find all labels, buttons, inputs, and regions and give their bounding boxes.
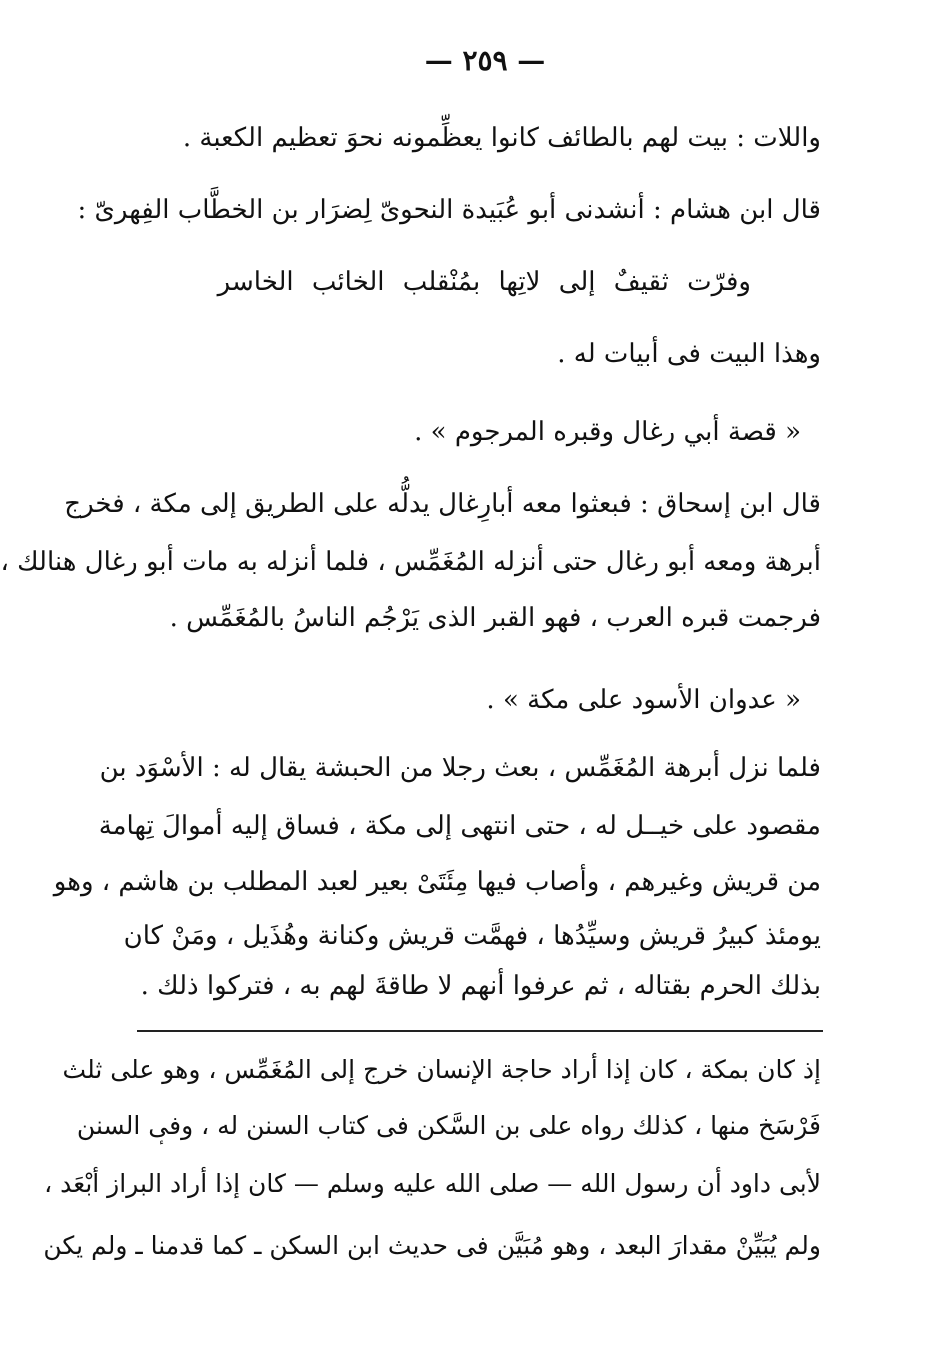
body-line-6: قال ابن إسحاق : فبعثوا معه أبارِغال يدلُّه على الطريق إلى مكة ، فخرج	[64, 489, 821, 519]
section-heading-aswad: « عدوان الأسود على مكة » .	[486, 685, 801, 715]
body-line-7: أبرهة ومعه أبو رغال حتى أنزله المُغَمِّس ، فلما أنزله به مات أبو رغال هنالك ،	[0, 547, 821, 577]
footnote-line-3: لأبى داود أن رسول الله — صلى الله عليه وسلم — كان إذا أراد البراز أبْعَد ،	[44, 1169, 821, 1198]
body-line-8: فرجمت قبره العرب ، فهو القبر الذى يَرْجُم الناسُ بالمُغَمِّس .	[169, 603, 821, 633]
body-line-13: يومئذ كبيرُ قريش وسيِّدُها ، فهمَّت قريش وكنانة وهُذَيل ، ومَنْ كان	[123, 921, 821, 951]
poem-verse: وفرّت ثقيفٌ إلى لاتِها بمُنْقلب الخائب الخاسر	[217, 267, 751, 297]
body-line-11: مقصود على خيــل له ، حتى انتهى إلى مكة ، فساق إليه أموالَ تِهامة	[98, 811, 821, 841]
footnote-line-2: فَرْسَخ منها ، كذلك رواه على بن السَّكن فى كتاب السنن له ، وفى السنن	[76, 1111, 821, 1140]
body-line-12: من قريش وغيرهم ، وأصاب فيها مِئَتَىْ بعير لعبد المطلب بن هاشم ، وهو	[53, 867, 821, 897]
body-line-4: وهذا البيت فى أبيات له .	[557, 339, 821, 369]
body-line-10: فلما نزل أبرهة المُغَمِّس ، بعث رجلا من الحبشة يقال له : الأسْوَد بن	[99, 753, 821, 783]
footnote-line-1: إذ كان بمكة ، كان إذا أراد حاجة الإنسان خرج إلى المُغَمِّس ، وهو على ثلث	[62, 1055, 821, 1084]
margin-speck: ٴ	[159, 1140, 165, 1161]
body-line-14: بذلك الحرم بقتاله ، ثم عرفوا أنهم لا طاقةَ لهم به ، فتركوا ذلك .	[140, 971, 821, 1001]
footnote-line-4: ولم يُبَيِّنْ مقدارَ البعد ، وهو مُبَيَّن فى حديث ابن السكن ـ كما قدمنا ـ ولم يكن	[43, 1231, 821, 1260]
footnote-divider	[137, 1030, 823, 1032]
section-heading-abu-righal: « قصة أبي رغال وقبره المرجوم » .	[414, 417, 801, 447]
page-number: — ٢٥٩ —	[424, 44, 546, 77]
body-line-1: واللات : بيت لهم بالطائف كانوا يعظِّمونه نحوَ تعظيم الكعبة .	[182, 123, 821, 153]
body-line-2: قال ابن هشام : أنشدنى أبو عُبَيدة النحوىّ لِضرَار بن الخطَّاب الفِهرىّ :	[77, 195, 821, 225]
